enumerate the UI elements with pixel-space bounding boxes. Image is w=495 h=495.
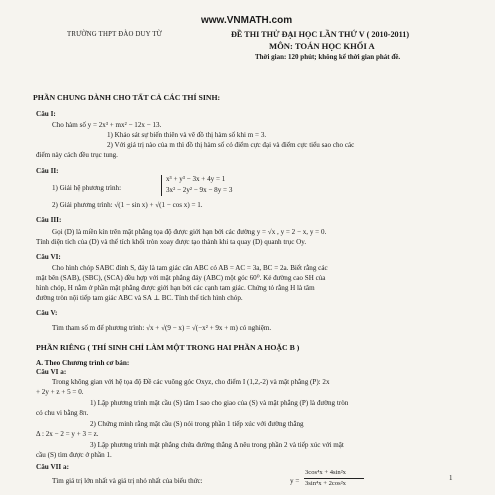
question-7a-line-1: Tìm giá trị lớn nhất và giá trị nhỏ nhất của biểu thức: — [52, 477, 203, 485]
question-1-part-2b: điểm này cách đều trục tung. — [36, 151, 118, 159]
common-section-heading: PHẦN CHUNG DÀNH CHO TẤT CẢ CÁC THÍ SINH: — [33, 93, 221, 102]
question-6a-line-1: Trong không gian với hệ tọa độ Đề các vuông góc Oxyz, cho điểm I (1,2,-2) và mặt phẳng (P): 2x — [52, 378, 330, 386]
system-equation-1: x³ + y³ − 3x + 4y = 1 — [166, 175, 226, 183]
exam-title: ĐỀ THI THỬ ĐẠI HỌC LẦN THỨ V ( 2010-2011) — [231, 30, 410, 39]
question-5-label: Câu V: — [36, 309, 58, 317]
site-watermark: www.VNMATH.com — [201, 15, 293, 26]
question-6a-label: Câu VI a: — [36, 368, 67, 376]
question-6a-part-2b: Δ : 2x − 2 = y + 3 = z. — [36, 430, 99, 438]
school-name: TRƯỜNG THPT ĐÀO DUY TỪ — [67, 31, 163, 38]
question-6a-part-1a: 1) Lập phương trình mặt cầu (S) tâm I sao cho giao của (S) và mặt phẳng (P) là đường tròn — [90, 399, 349, 407]
question-3-line-1: Gọi (D) là miền kín trên mặt phẳng tọa độ được giới hạn bởi các đường y = √x , y = 2 − x, y = 0. — [52, 228, 327, 236]
question-6a-line-2: + 2y + z + 5 = 0. — [36, 388, 84, 396]
fraction-lhs: y = — [290, 477, 300, 485]
time-note: Thời gian: 120 phút; không kể thời gian phát đề. — [255, 53, 401, 61]
system-equation-2: 3x² − 2y² − 9x − 8y = 3 — [166, 186, 233, 194]
subject-title: MÔN: TOÁN HỌC KHỐI A — [269, 41, 375, 51]
fraction-bar — [304, 478, 364, 479]
system-brace — [161, 175, 165, 196]
question-6a-part-1b: có chu vi bằng 8π. — [36, 409, 89, 417]
question-4-line-4: đường tròn nội tiếp tam giác ABC và SA ⊥ BC. Tính thể tích hình chóp. — [36, 294, 243, 302]
question-6a-part-3a: 3) Lập phương trình mặt phẳng chứa đường thẳng Δ nêu trong phần 2 và tiếp xúc với mặt — [90, 441, 344, 449]
page-number: 1 — [449, 474, 453, 482]
question-6a-part-3b: cầu (S) tìm được ở phần 1. — [36, 451, 112, 459]
question-4-label: Câu VI: — [36, 253, 61, 261]
question-1-part-2a: 2) Với giá trị nào của m thì đồ thị hàm số có điểm cực đại và điểm cực tiểu sao cho các — [107, 141, 355, 149]
question-7a-label: Câu VII a: — [36, 463, 70, 471]
question-2-part-2: 2) Giải phương trình: √(1 − sin x) + √(1 − cos x) = 1. — [52, 201, 203, 209]
question-4-line-2: mặt bên (SAB), (SBC), (SCA) đều hợp với mặt phẳng đáy (ABC) một góc 60⁰. Kẻ đường cao SH của — [36, 274, 326, 282]
fraction-numerator: 3cos⁴x + 4sin²x — [305, 469, 346, 476]
question-3-line-2: Tính diện tích của (D) và thể tích khối tròn xoay được tạo thành khi ta quay (D) quanh trục Oy. — [36, 238, 307, 246]
question-4-line-3: hình chóp, H nằm ở phần mặt phẳng được giới hạn bởi các cạnh tam giác. Chứng tỏ rằng H là tâm — [36, 284, 315, 292]
question-1-label: Câu I: — [36, 110, 56, 118]
question-4-line-1: Cho hình chóp SABC đỉnh S, đáy là tam giác cân ABC có AB = AC = 3a, BC = 2a. Biết rằng các — [52, 264, 328, 272]
question-3-label: Câu III: — [36, 216, 62, 224]
question-6a-part-2a: 2) Chứng minh rằng mặt cầu (S) nói trong phần 1 tiếp xúc với đường thẳng — [90, 420, 304, 428]
fraction-denominator: 3sin⁴x + 2cos²x — [305, 480, 346, 487]
question-2-part-1: 1) Giải hệ phương trình: — [52, 184, 122, 192]
question-5-line-1: Tìm tham số m để phương trình: √x + √(9 − x) = √(−x² + 9x + m) có nghiệm. — [52, 324, 272, 332]
private-section-heading: PHẦN RIÊNG ( THÍ SINH CHỈ LÀM MỘT TRONG HAI PHẦN A HOẶC B ) — [36, 343, 300, 352]
question-1-intro: Cho hàm số y = 2x³ + mx² − 12x − 13. — [52, 121, 162, 129]
question-1-part-1: 1) Khảo sát sự biến thiên và vẽ đồ thị hàm số khi m = 3. — [107, 131, 267, 139]
question-2-label: Câu II: — [36, 167, 59, 175]
program-a-heading: A. Theo Chương trình cơ bản: — [36, 359, 130, 367]
